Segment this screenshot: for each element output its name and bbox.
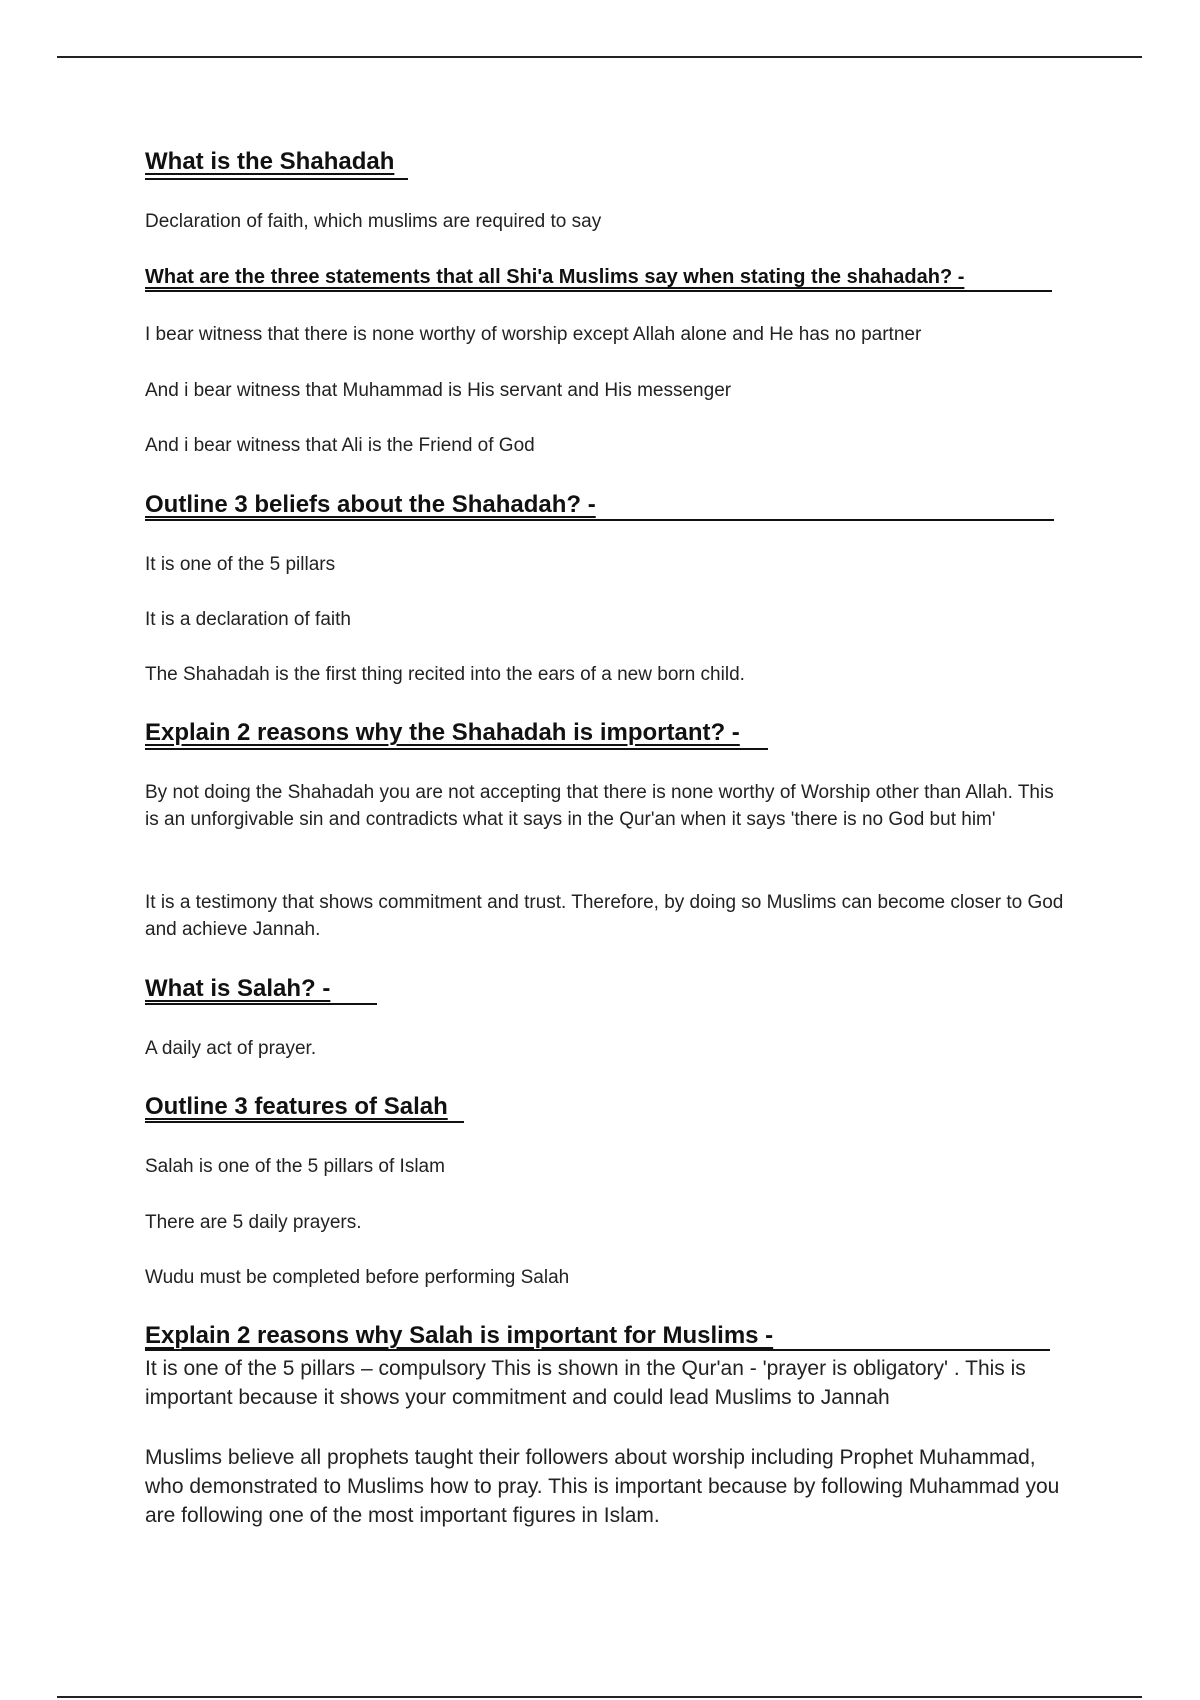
answer-text: And i bear witness that Muhammad is His servant and His messenger bbox=[145, 380, 732, 401]
question-heading: Explain 2 reasons why Salah is important for Muslims - bbox=[145, 1322, 774, 1349]
answer-text: A daily act of prayer. bbox=[145, 1038, 317, 1059]
question-heading: Explain 2 reasons why the Shahadah is important? - bbox=[145, 719, 740, 746]
answer-text: It is one of the 5 pillars – compulsory This is shown in the Qur'an - 'prayer is obligatory' . This is important because it shows your commitment and could lead Muslims to Jannah bbox=[145, 1357, 1026, 1409]
heading-underline bbox=[145, 178, 408, 180]
heading-underline bbox=[145, 748, 768, 750]
header-rule bbox=[57, 56, 1142, 58]
answer-text: It is one of the 5 pillars bbox=[145, 554, 336, 575]
question-heading: Outline 3 features of Salah bbox=[145, 1093, 448, 1120]
footer-rule bbox=[57, 1696, 1142, 1698]
question-heading: What is Salah? - bbox=[145, 975, 331, 1002]
question-heading: What is the Shahadah bbox=[145, 148, 395, 175]
answer-text: There are 5 daily prayers. bbox=[145, 1212, 362, 1233]
heading-underline bbox=[145, 290, 1052, 292]
question-heading: What are the three statements that all Shi'a Muslims say when stating the shahadah? - bbox=[145, 266, 965, 288]
heading-underline bbox=[145, 1349, 1050, 1351]
answer-text: The Shahadah is the first thing recited into the ears of a new born child. bbox=[145, 664, 745, 685]
question-heading: Outline 3 beliefs about the Shahadah? - bbox=[145, 491, 596, 518]
answer-text: Declaration of faith, which muslims are required to say bbox=[145, 211, 602, 232]
answer-text: Salah is one of the 5 pillars of Islam bbox=[145, 1156, 445, 1177]
answer-text: Wudu must be completed before performing Salah bbox=[145, 1267, 570, 1288]
heading-underline bbox=[145, 1003, 377, 1005]
answer-text: It is a testimony that shows commitment and trust. Therefore, by doing so Muslims can become closer to God and achieve Jannah. bbox=[145, 892, 1064, 940]
answer-text: Muslims believe all prophets taught their followers about worship including Prophet Muhammad, who demonstrated to Muslims how to pray. This is important because by following Muhammad you are following one of the most important figures in Islam. bbox=[145, 1446, 1060, 1527]
answer-text: By not doing the Shahadah you are not accepting that there is none worthy of Worship other than Allah. This is an unforgivable sin and contradicts what it says in the Qur'an when it says 'there is no God but him' bbox=[145, 782, 1054, 830]
heading-underline bbox=[145, 519, 1054, 521]
heading-underline bbox=[145, 1121, 464, 1123]
answer-text: It is a declaration of faith bbox=[145, 609, 351, 630]
answer-text: And i bear witness that Ali is the Friend of God bbox=[145, 435, 535, 456]
answer-text: I bear witness that there is none worthy of worship except Allah alone and He has no partner bbox=[145, 324, 922, 345]
